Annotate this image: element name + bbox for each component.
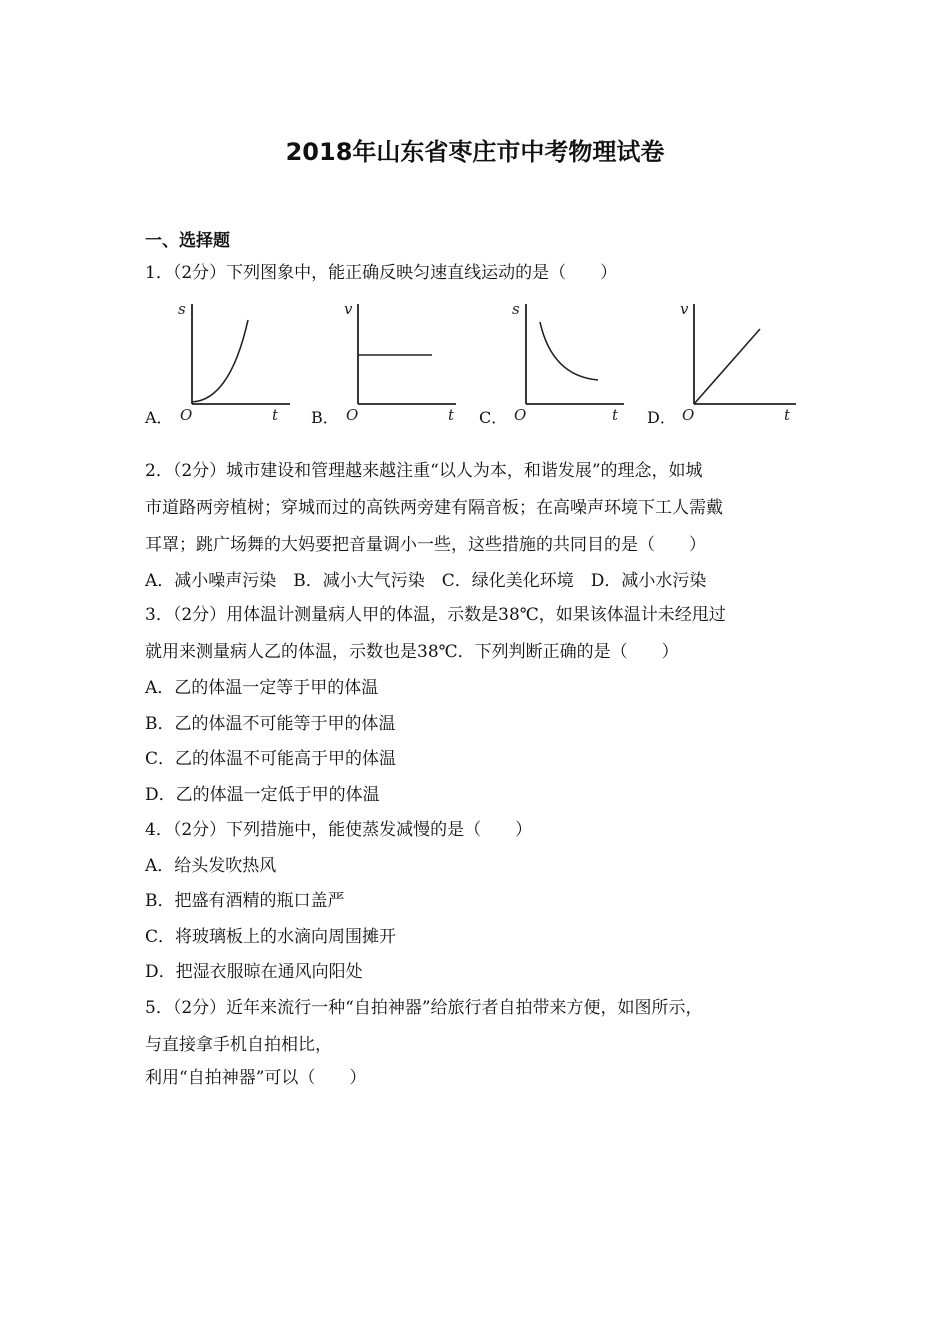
q1-option-b-label: B． xyxy=(311,408,339,427)
question-4-option-d: D．把湿衣服晾在通风向阳处 xyxy=(145,962,363,982)
question-2-line-1: 2．（2分）城市建设和管理越来越注重“以人为本，和谐发展”的理念，如城 xyxy=(145,461,703,481)
origin-label: O xyxy=(682,406,695,422)
y-axis-label: s xyxy=(178,300,186,318)
x-axis-label: t xyxy=(612,406,619,422)
q1-option-c-label: C． xyxy=(479,408,508,427)
y-axis-label: v xyxy=(680,300,689,318)
question-3-option-c: C．乙的体温不可能高于甲的体温 xyxy=(145,749,397,769)
y-axis-label: v xyxy=(344,300,353,318)
question-4-stem: 4．（2分）下列措施中，能使蒸发减慢的是（ ） xyxy=(145,820,533,840)
graph-curve xyxy=(694,329,760,404)
q1-option-d-graph xyxy=(670,292,800,422)
q1-option-b-graph xyxy=(334,292,459,422)
question-3-option-b: B．乙的体温不可能等于甲的体温 xyxy=(145,714,396,734)
question-3-line-1: 3．（2分）用体温计测量病人甲的体温，示数是38℃，如果该体温计未经甩过 xyxy=(145,605,726,625)
x-axis-label: t xyxy=(784,406,791,422)
graph-curve xyxy=(192,320,248,402)
question-2-line-2: 市道路两旁植树；穿城而过的高铁两旁建有隔音板；在高噪声环境下工人需戴 xyxy=(145,498,723,518)
y-axis-label: s xyxy=(512,300,520,318)
origin-label: O xyxy=(514,406,527,422)
q1-option-d-label: D． xyxy=(647,408,676,427)
question-5-line-1: 5．（2分）近年来流行一种“自拍神器”给旅行者自拍带来方便，如图所示， xyxy=(145,998,703,1018)
q1-option-a-graph xyxy=(168,292,293,422)
x-axis-label: t xyxy=(272,406,279,422)
page-title: 2018年山东省枣庄市中考物理试卷 xyxy=(285,138,665,166)
question-3-option-d: D．乙的体温一定低于甲的体温 xyxy=(145,785,380,805)
question-2-options: A．减小噪声污染 B．减小大气污染 C．绿化美化环境 D．减小水污染 xyxy=(145,571,707,591)
q1-option-c-graph xyxy=(502,292,627,422)
origin-label: O xyxy=(180,406,193,422)
x-axis-label: t xyxy=(448,406,455,422)
question-3-option-a: A．乙的体温一定等于甲的体温 xyxy=(145,678,379,698)
q1-option-a-label: A． xyxy=(145,408,173,427)
question-4-option-c: C．将玻璃板上的水滴向周围摊开 xyxy=(145,927,397,947)
question-3-line-2: 就用来测量病人乙的体温，示数也是38℃．下列判断正确的是（ ） xyxy=(145,642,679,662)
graph-curve xyxy=(540,322,598,380)
question-4-option-a: A．给头发吹热风 xyxy=(145,856,277,876)
question-2-line-3: 耳罩；跳广场舞的大妈要把音量调小一些，这些措施的共同目的是（ ） xyxy=(145,535,706,555)
origin-label: O xyxy=(346,406,359,422)
question-1-stem: 1．（2分）下列图象中，能正确反映匀速直线运动的是（ ） xyxy=(145,263,618,283)
question-4-option-b: B．把盛有酒精的瓶口盖严 xyxy=(145,891,345,911)
question-5-line-2: 与直接拿手机自拍相比， xyxy=(145,1035,332,1055)
question-5-line-3: 利用“自拍神器”可以（ ） xyxy=(145,1068,367,1088)
section-heading: 一、选择题 xyxy=(145,231,230,251)
